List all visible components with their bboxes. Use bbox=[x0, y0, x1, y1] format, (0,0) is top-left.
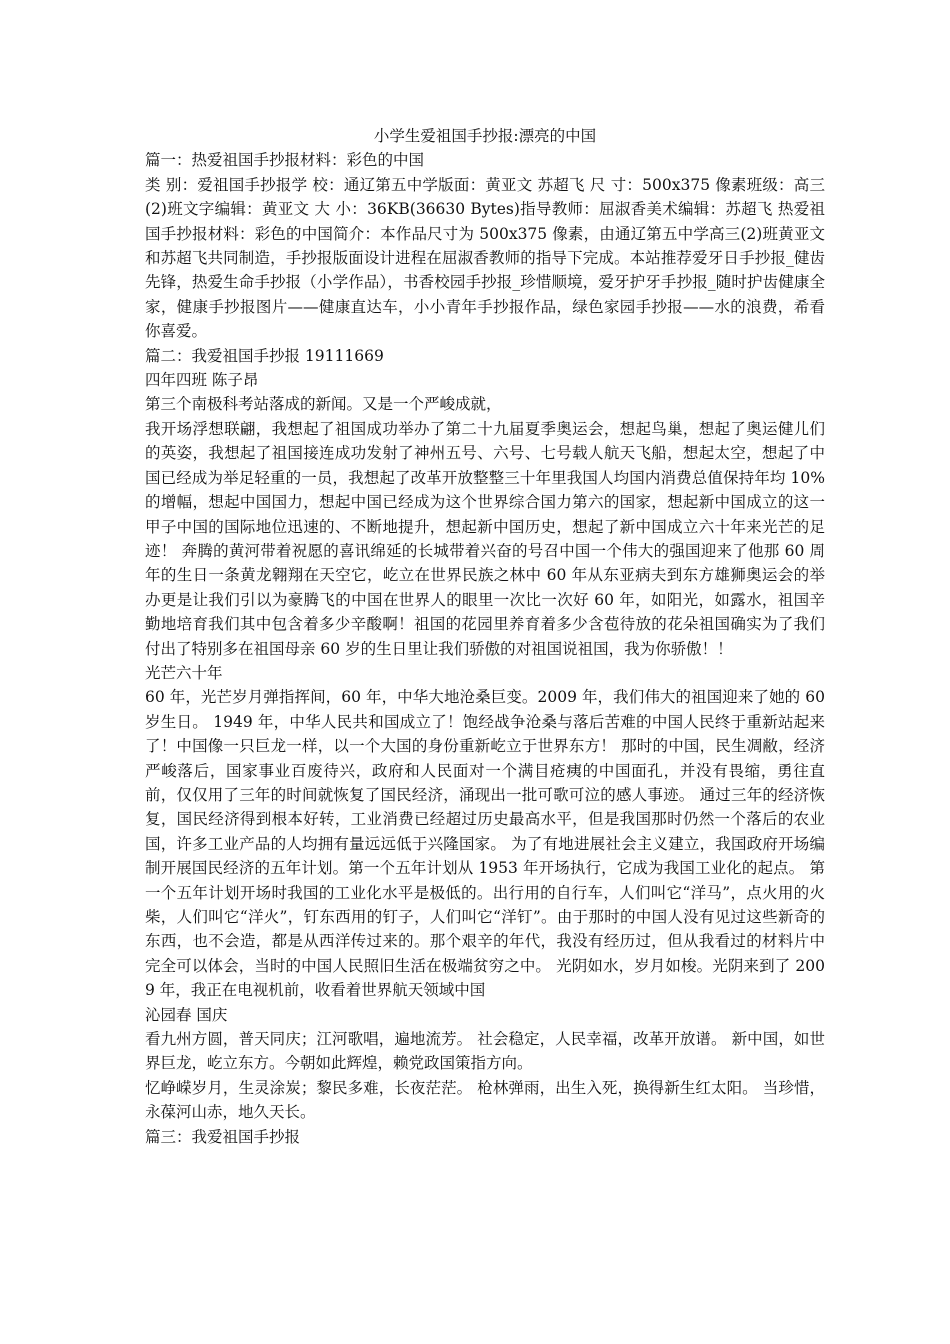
paragraph-sixty-years: 60 年，光芒岁月弹指挥间，60 年，中华大地沧桑巨变。2009 年，我们伟大的祖国迎来了她的 60 岁生日。 1949 年，中华人民共和国成立了！饱经战争沧桑与落后苦难的中国人民终于重新站起来了！中国像一只巨龙一样，以一个大国的身份重新屹立于世界东方！ 那时的中国，民生凋敝，经济严峻落后，国家事业百废待兴，政府和人民面对一个满目疮痍的中国面孔，并没有畏缩，勇往直前，仅仅用了三年的时间就恢复了国民经济，涌现出一批可歌可泣的感人事迹。 通过三年的经济恢复，国民经济得到根本好转，工业消费已经超过历史最高水平，但是我国那时仍然一个落后的农业国，许多工业产品的人均拥有量远远低于兴隆国家。 为了有地进展社会主义建立，我国政府开场编制开展国民经济的五年计划。第一个五年计划从 1953 年开场执行，它成为我国工业化的起点。 第一个五年计划开场时我国的工业化水平是极低的。出行用的自行车，人们叫它“洋马”，点火用的火柴，人们叫它“洋火”，钉东西用的钉子，人们叫它“洋钉”。由于那时的中国人没有见过这些新奇的东西，也不会造，都是从西洋传过来的。那个艰辛的年代，我没有经历过，但从我看过的材料片中完全可以体会，当时的中国人民照旧生活在极端贫穷之中。 光阴如水，岁月如梭。光阴来到了 2009 年，我正在电视机前，收看着世界航天领域中国 bbox=[145, 688, 825, 1000]
paragraph-intro: 第三个南极科考站落成的新闻。又是一个严峻成就， bbox=[145, 395, 502, 414]
poem-stanza-2: 忆峥嵘岁月，生灵涂炭；黎民多难，长夜茫茫。 枪林弹雨，出生入死，换得新生红太阳。 当珍惜，永葆河山赤，地久天长。 bbox=[145, 1078, 825, 1122]
document-body bbox=[145, 124, 825, 1149]
paragraph-info: 类 别：爱祖国手抄报学 校：通辽第五中学版面：黄亚文 苏超飞 尺 寸：500x375 像素班级：高三(2)班文字编辑：黄亚文 大 小：36KB(36630 Bytes)指导教师：屈淑香美术编辑：苏超飞 热爱祖国手抄报材料：彩色的中国简介：本作品尺寸为 500x375 像素，由通辽第五中学高三(2)班黄亚文和苏超飞共同制造，手抄报版面设计进程在屈淑香教师的指导下完成。本站推荐爱牙日手抄报_健齿先锋，热爱生命手抄报（小学作品），书香校园手抄报_珍惜顺境，爱牙护牙手抄报_随时护齿健康全家，健康手抄报图片——健康直达车，小小青年手抄报作品，绿色家园手抄报——水的浪费，希看你喜爱。 bbox=[145, 175, 825, 341]
section-heading-1: 篇一：热爱祖国手抄报材料：彩色的中国 bbox=[145, 151, 425, 170]
paragraph-essay: 我开场浮想联翩，我想起了祖国成功举办了第二十九届夏季奥运会，想起鸟巢，想起了奥运健儿们的英姿，我想起了祖国接连成功发射了神州五号、六号、七号载人航天飞船，想起太空，想起了中国已经成为举足轻重的一员，我想起了改革开放整整三十年里我国人均国内消费总值保持年均 10%的增幅，想起中国国力，想起中国已经成为这个世界综合国力第六的国家，想起新中国成立的这一甲子中国的国际地位迅速的、不断地提升，想起新中国历史，想起了新中国成立六十年来光芒的足迹！ 奔腾的黄河带着祝愿的喜讯绵延的长城带着兴奋的号召中国一个伟大的强国迎来了他那 60 周年的生日一条黄龙翱翔在天空它，屹立在世界民族之林中 60 年从东亚病夫到东方雄狮奥运会的举办更是让我们引以为豪腾飞的中国在世界人的眼里一次比一次好 60 年，如阳光，如露水，祖国辛勤地培育我们其中包含着多少辛酸啊！祖国的花园里养育着多少含苞待放的花朵祖国确实为了我们付出了特别多在祖国母亲 60 岁的生日里让我们骄傲的对祖国说祖国，我为你骄傲！！ bbox=[145, 419, 825, 658]
section-heading-2: 篇二：我爱祖国手抄报 19111669 bbox=[145, 346, 384, 365]
poem-title: 沁园春 国庆 bbox=[145, 1005, 228, 1024]
document-title: 小学生爱祖国手抄报:漂亮的中国 bbox=[373, 127, 597, 145]
author-line: 四年四班 陈子昂 bbox=[145, 371, 259, 390]
poem-stanza-1: 看九州方圆，普天同庆；江河歌唱，遍地流芳。 社会稳定，人民幸福，改革开放谱。 新中国，如世界巨龙，屹立东方。今朝如此辉煌，赖党政国策指方向。 bbox=[145, 1030, 825, 1073]
section-heading-3: 篇三：我爱祖国手抄报 bbox=[145, 1127, 301, 1146]
subheading-sixty-years: 光芒六十年 bbox=[145, 663, 223, 682]
